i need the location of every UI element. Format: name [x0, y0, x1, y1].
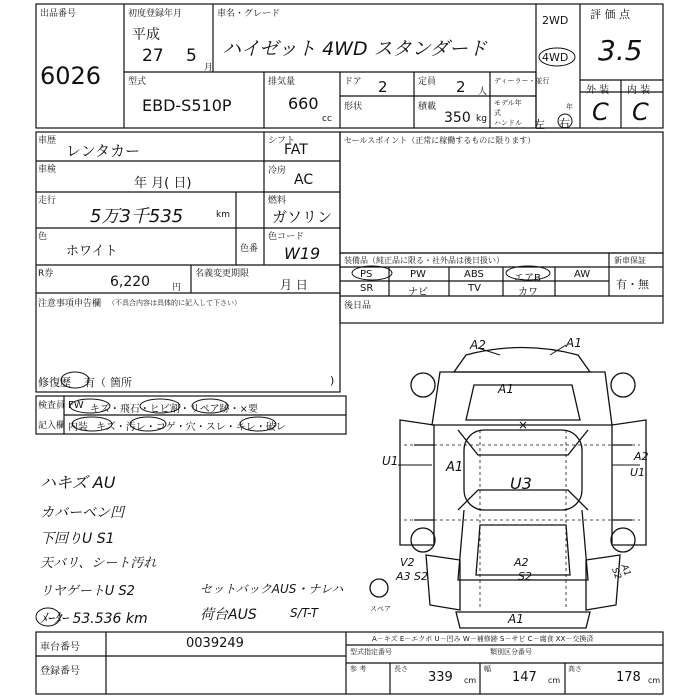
equip-aw: AW [574, 269, 591, 280]
lot-number: 6026 [40, 62, 102, 90]
new-warranty-value: 有・無 [616, 278, 649, 291]
mark-left-u1: U1 [382, 454, 399, 468]
dealer-label: ディーラー・並行 [494, 77, 550, 85]
mark-rear-left-v2: V2 [400, 556, 415, 569]
spare-label: スペア [370, 605, 391, 613]
color: ホワイト [66, 244, 118, 259]
displacement: 660 [288, 94, 319, 113]
color-no-label: 色番 [240, 244, 259, 254]
handle-label: ハンドル [494, 119, 522, 127]
width-label: 幅 [484, 665, 491, 673]
equip-pw: PW [410, 269, 426, 280]
new-warranty-label: 新車保証 [614, 256, 646, 265]
category-label: 類別区分番号 [490, 648, 532, 656]
mark-left-a1: A1 [446, 460, 464, 475]
equipment-label: 装備品（純正品に限る・社外品は後日扱い） [344, 256, 504, 265]
capacity: 2 [456, 78, 466, 96]
score-label: 評 価 点 [590, 8, 630, 21]
tax-label: 名義変更期限 [195, 269, 250, 279]
inspection-label: 車検 [38, 165, 57, 175]
shift: FAT [284, 142, 308, 158]
handle-right: 右 [559, 117, 570, 130]
length: 339 [428, 670, 453, 685]
mark-right-u1: U1 [630, 466, 646, 479]
mark-rear-right: A1 S2 [609, 563, 633, 581]
recycle-label: R券 [38, 269, 54, 279]
load-unit: kg [476, 114, 487, 124]
note-7: 荷台AUS [200, 607, 257, 623]
load: 350 [444, 110, 471, 126]
legend: A－キズ E－エクボ U－凹み W－補修跡 S－サビ C－腐食 XX－交換済 [372, 635, 594, 643]
history: レンタカー [66, 142, 141, 160]
repair-close: 箇所 [110, 376, 132, 389]
length-unit: cm [464, 676, 477, 685]
mark-hood-a1: A1 [498, 382, 514, 396]
shape-label: 形状 [344, 102, 363, 112]
interior-checks: キズ・汚レ・コゲ・穴・スレ・キレ・破レ [96, 422, 286, 433]
color-code: W19 [284, 244, 321, 263]
era: 平成 [132, 27, 160, 43]
ac-label: 冷房 [268, 166, 287, 176]
drive-4wd: 4WD [542, 51, 569, 64]
mileage-label: 走行 [38, 196, 57, 206]
mark-rear-a1: A1 [508, 612, 524, 626]
first-reg-label: 初度登録年月 [128, 9, 183, 19]
fw-checks: キズ・飛石・ヒビ割・リペア跡・×要 [90, 404, 258, 415]
mark-rear-left-a3: A3 S2 [396, 570, 429, 583]
note-6: セットバックAUS・ナレハ [200, 582, 344, 596]
note-2: カバーベン凹 [40, 505, 124, 521]
chassis-number: 0039249 [186, 636, 244, 651]
model-label: 型式 [128, 77, 147, 87]
height: 178 [616, 670, 641, 685]
length-label: 長さ [394, 665, 408, 673]
interior-label: 内装 [68, 422, 88, 433]
color-code-label: 色コード [268, 232, 305, 242]
equip-leather: カワ [518, 287, 538, 298]
ext-grade: C [592, 98, 609, 126]
mark-center-x: × [518, 418, 529, 432]
shift-label: シフト [268, 136, 296, 146]
fw-label: FW [68, 400, 84, 411]
doors-label: ドア [344, 77, 362, 87]
mark-roof-u3: U3 [510, 474, 532, 493]
fuel: ガソリン [272, 208, 333, 226]
history-label: 車歴 [38, 136, 57, 146]
equip-navi: ナビ [408, 287, 428, 298]
mark-front-a1: A1 [566, 336, 582, 350]
month-unit: 月 [204, 63, 214, 73]
equip-abs: ABS [464, 269, 484, 280]
capacity-label: 定員 [418, 77, 437, 87]
sales-label: セールスポイント（正常に稼働するものに限ります） [344, 136, 536, 145]
mark-rear-mid-s2: S2 [518, 570, 532, 583]
width-unit: cm [548, 676, 561, 685]
note-3: 下回りU S1 [40, 531, 115, 547]
fuel-label: 燃料 [268, 196, 287, 206]
repair-value: 有（ [84, 376, 106, 389]
model-year-unit: 年 [566, 103, 573, 111]
equip-tv: TV [468, 283, 481, 294]
note-4: 天バリ、シート汚れ [40, 556, 157, 571]
record-label: 記入欄 [38, 421, 66, 431]
height-label: 高さ [568, 665, 582, 673]
note-5: リヤゲートU S2 [40, 584, 135, 599]
ext-label: 外 装 [586, 85, 610, 96]
mileage-unit: km [216, 210, 230, 220]
model-year-label: モデル年式 [494, 99, 522, 117]
equip-ps: PS [360, 269, 373, 280]
score: 3.5 [598, 34, 643, 67]
mark-right-a2: A2 [634, 450, 649, 463]
car-name: ハイゼット 4WD スタンダード [222, 38, 487, 60]
repair-paren: ) [330, 374, 335, 387]
equip-airbag: エアB [514, 273, 541, 284]
note-8: S/T-T [290, 606, 319, 620]
mileage: 5万3千535 [90, 206, 184, 227]
doors: 2 [378, 78, 388, 96]
after-label: 後日品 [344, 301, 372, 311]
tax-date: 月 日 [280, 278, 308, 292]
disp-unit: cc [322, 114, 332, 124]
repair-label: 修復歴 [38, 376, 71, 389]
notes-label: 注意事項申告欄 [38, 299, 102, 309]
disp-label: 排気量 [268, 77, 296, 87]
capacity-unit: 人 [478, 87, 488, 97]
note-9: ﾒｰﾀｰ 53.536 km [40, 611, 148, 627]
width: 147 [512, 670, 537, 685]
lot-label: 出品番号 [40, 9, 77, 19]
inspection: 年 月( 日) [134, 176, 192, 191]
model-spec-label: 型式指定番号 [350, 648, 392, 656]
reg-year: 27 [142, 46, 164, 66]
recycle: 6,220 [110, 274, 151, 290]
drive-2wd: 2WD [542, 14, 569, 27]
reg-month: 5 [186, 46, 197, 66]
notes-sub: （不具合内容は具体的に記入して下さい） [108, 299, 241, 307]
height-unit: cm [648, 676, 661, 685]
car-name-label: 車名・グレード [217, 9, 281, 19]
int-grade: C [632, 98, 649, 126]
ref-label: 参 考 [350, 665, 367, 673]
mark-front-a2: A2 [470, 338, 486, 352]
ac: AC [294, 172, 314, 188]
mark-rear-mid-a2: A2 [514, 556, 529, 569]
note-1: ハキズ AU [40, 473, 116, 492]
model: EBD-S510P [142, 96, 232, 115]
recycle-unit: 円 [172, 283, 182, 293]
inspector-label: 検査員 [38, 401, 66, 411]
reg-label: 登録番号 [40, 666, 80, 677]
color-label: 色 [38, 232, 48, 242]
chassis-label: 車台番号 [40, 642, 80, 653]
equip-sr: SR [360, 283, 374, 294]
int-label: 内 装 [627, 85, 651, 96]
handle-left: 左 [534, 118, 545, 131]
load-label: 積載 [418, 102, 437, 112]
